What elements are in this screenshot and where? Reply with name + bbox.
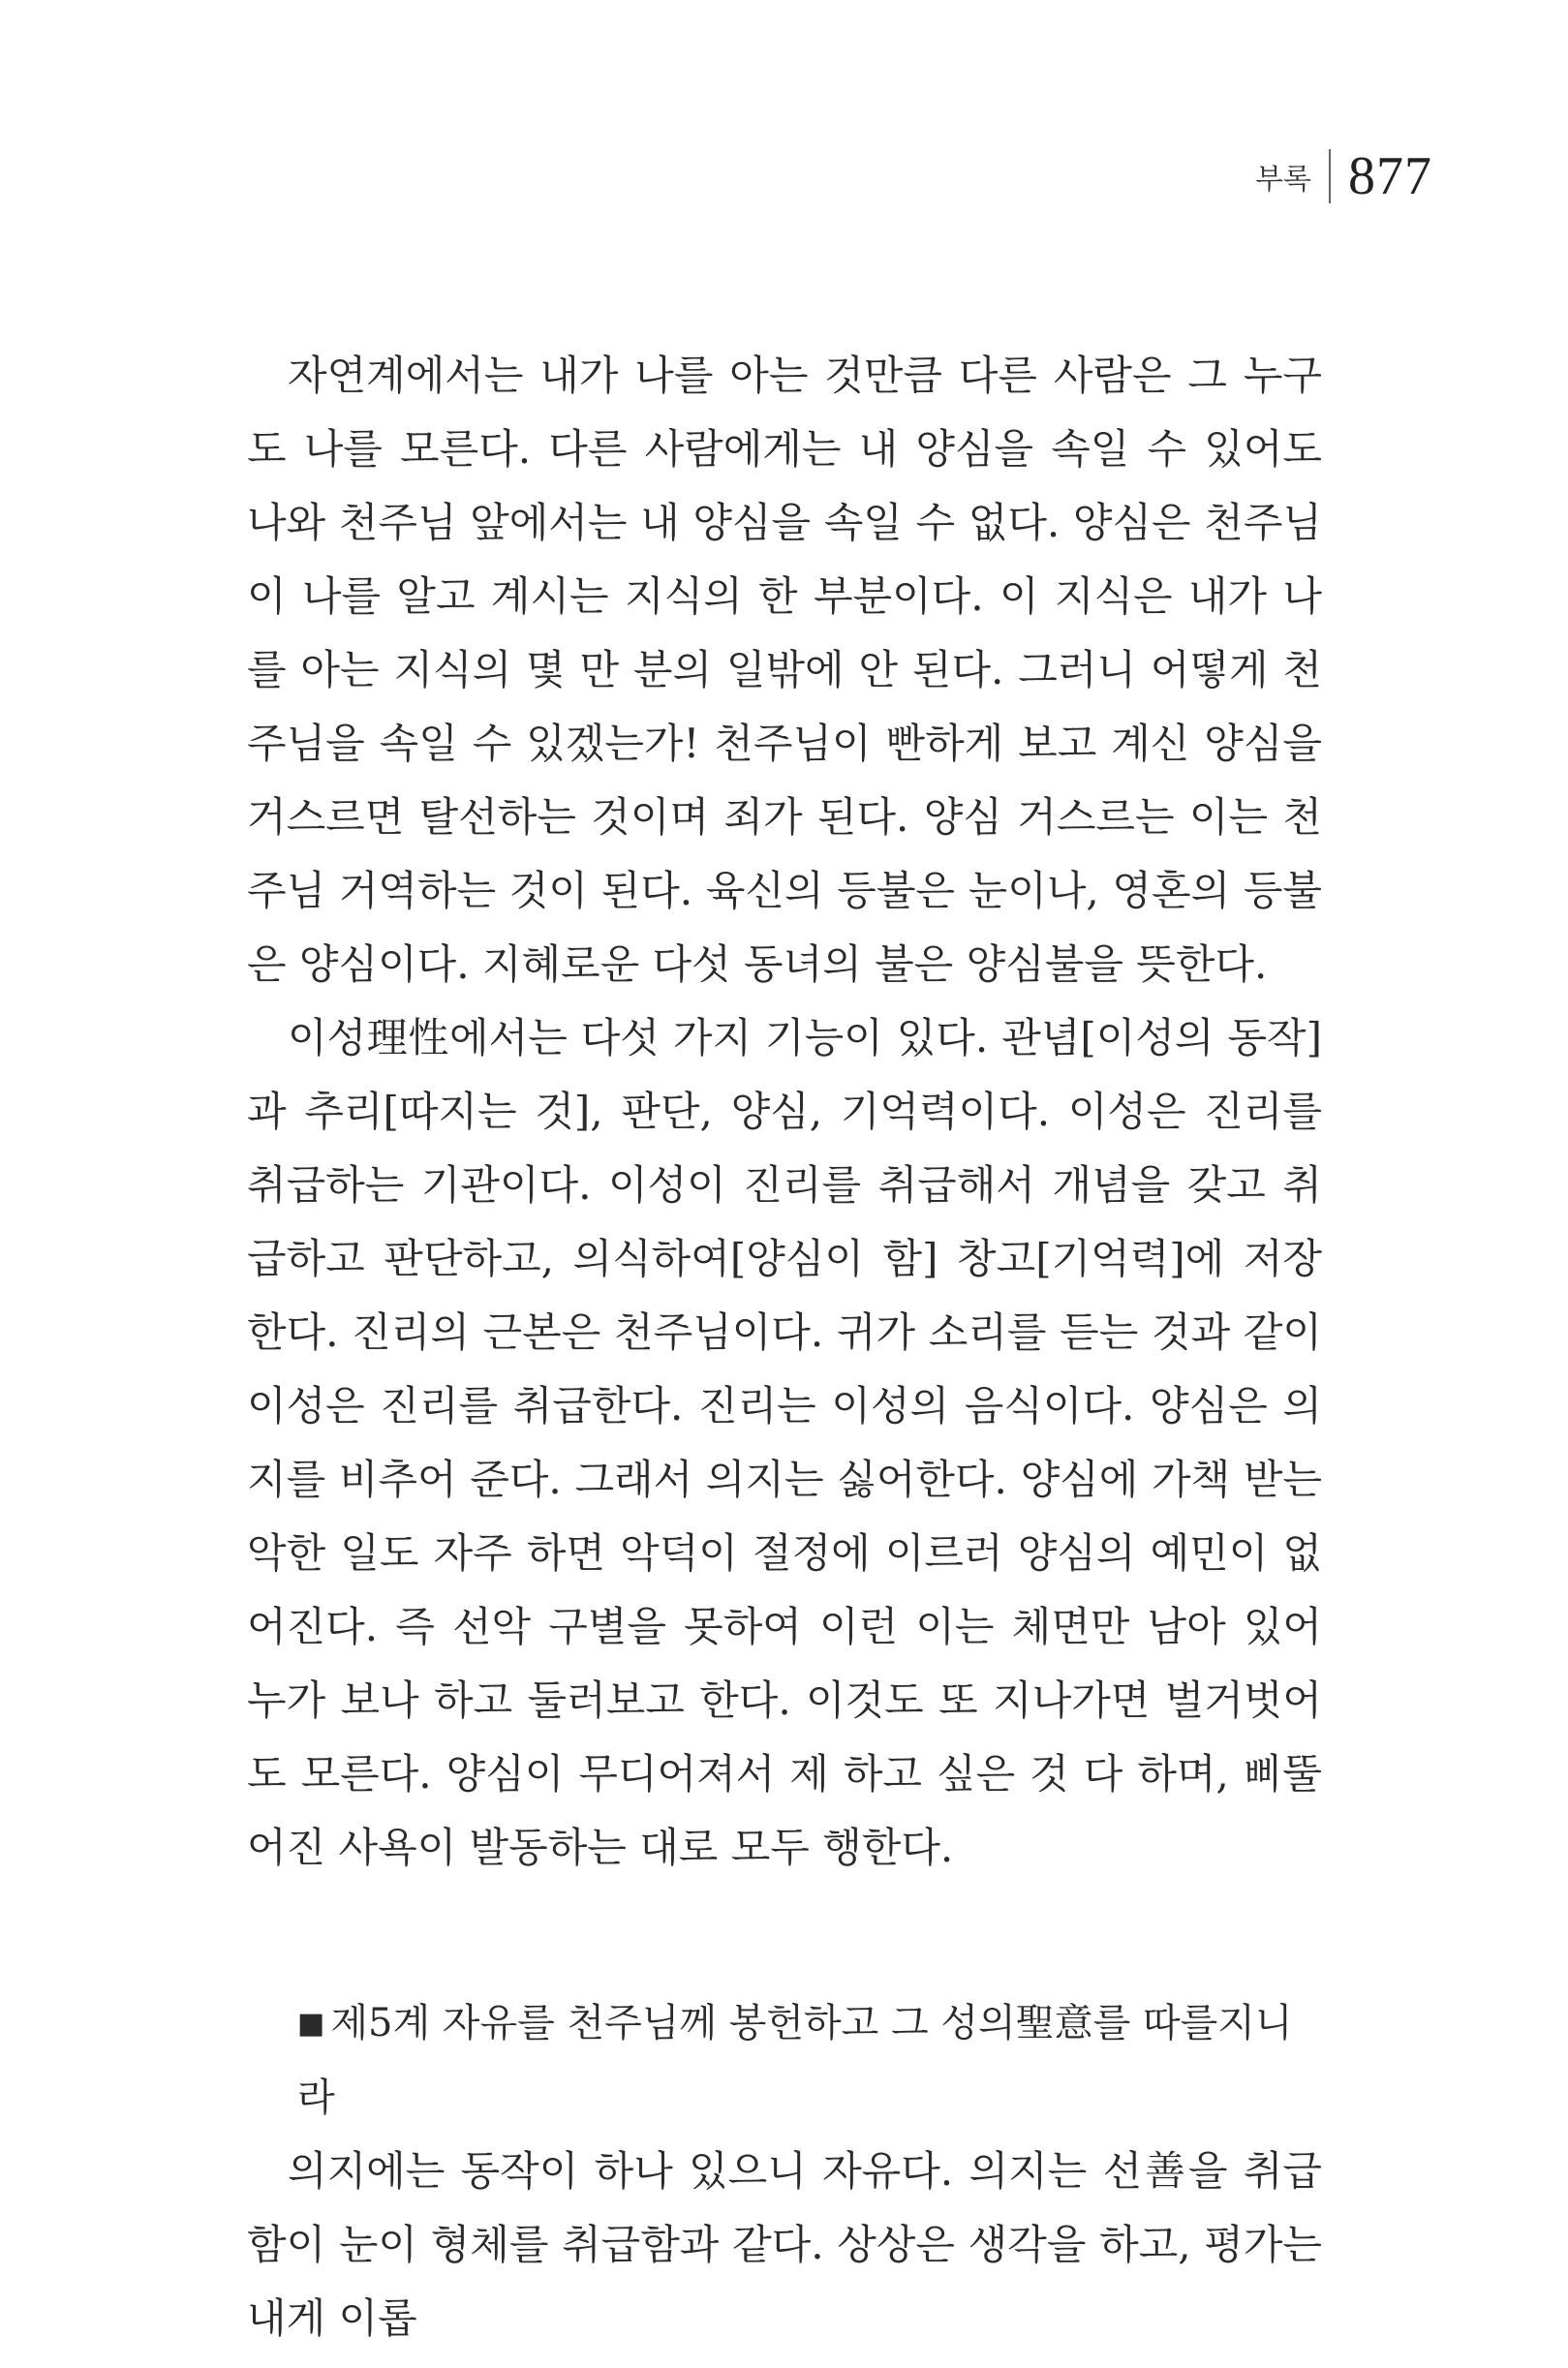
- page-body: [247, 339, 1322, 2355]
- section-heading: [247, 1986, 1322, 2135]
- section-heading-text: 제5계 자유를 천주님께 봉헌하고 그 성의聖意를 따를지니라: [297, 2001, 1293, 2120]
- paragraph-reason: 이성理性에서는 다섯 가지 기능이 있다. 관념[이성의 동작]과 추리[따지는 것], 판단, 양심, 기억력이다. 이성은 진리를 취급하는 기관이다. 이성이 진리를 취급해서 개념을 갖고 취급하고 판단하고, 의식하여[양심이 함] 창고[기억력]에 저장한다. 진리의 근본은 천주님이다. 귀가 소리를 듣는 것과 같이 이성은 진리를 취급한다. 진리는 이성의 음식이다. 양심은 의지를 비추어 준다. 그래서 의지는 싫어한다. 양심에 가책 받는 악한 일도 자주 하면 악덕이 절정에 이르러 양심의 예민이 없어진다. 즉 선악 구별을 못하여 이런 이는 체면만 남아 있어 누가 보나 하고 둘러보고 한다. 이것도 또 지나가면 벌거벗어도 모른다. 양심이 무디어져서 제 하고 싶은 것 다 하며, 삐뚤어진 사욕이 발동하는 대로 모두 행한다.: [247, 1014, 1322, 1871]
- page-number: 877: [1348, 146, 1432, 206]
- page-header: [1255, 145, 1432, 207]
- bullet-square-icon: ■: [297, 2007, 325, 2041]
- section-label: 부록: [1255, 163, 1311, 197]
- paragraph-will: 의지에는 동작이 하나 있으니 자유다. 의지는 선善을 취급함이 눈이 형체를 취급함과 같다. 상상은 생각을 하고, 평가는 내게 이롭: [247, 2147, 1322, 2342]
- paragraph-conscience: 자연계에서는 내가 나를 아는 것만큼 다른 사람은 그 누구도 나를 모른다. 다른 사람에게는 내 양심을 속일 수 있어도 나와 천주님 앞에서는 내 양심을 속일 수 없다. 양심은 천주님이 나를 알고 계시는 지식의 한 부분이다. 이 지식은 내가 나를 아는 지식의 몇 만 분의 일밖에 안 된다. 그러니 어떻게 천주님을 속일 수 있겠는가! 천주님이 빤하게 보고 계신 양심을 거스르면 탈선하는 것이며 죄가 된다. 양심 거스르는 이는 천주님 거역하는 것이 된다. 육신의 등불은 눈이나, 영혼의 등불은 양심이다. 지혜로운 다섯 동녀의 불은 양심불을 뜻한다.: [247, 352, 1322, 988]
- header-divider: [1329, 149, 1331, 203]
